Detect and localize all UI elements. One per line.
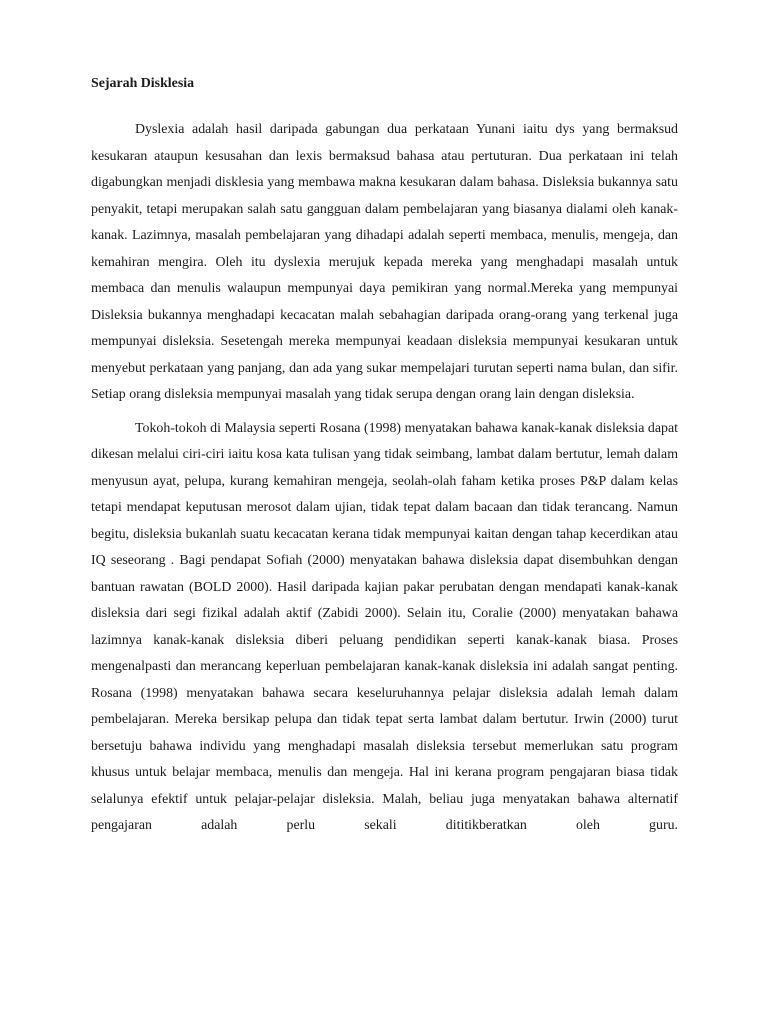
document-body — [91, 72, 678, 840]
paragraph-1: Dyslexia adalah hasil daripada gabungan dua perkataan Yunani iaitu dys yang bermaksud kesukaran ataupun kesusahan dan lexis bermaksud bahasa atau pertuturan. Dua perkataan ini telah digabungkan menjadi disklesia yang membawa makna kesukaran dalam bahasa. Disleksia bukannya satu penyakit, tetapi merupakan salah satu gangguan dalam pembelajaran yang biasanya dialami oleh kanak-kanak. Lazimnya, masalah pembelajaran yang dihadapi adalah seperti membaca, menulis, mengeja, dan kemahiran mengira. Oleh itu dyslexia merujuk kepada mereka yang menghadapi masalah untuk membaca dan menulis walaupun mempunyai daya pemikiran yang normal.Mereka yang mempunyai Disleksia bukannya menghadapi kecacatan malah sebahagian daripada orang-orang yang terkenal juga mempunyai disleksia. Sesetengah mereka mempunyai keadaan disleksia mempunyai kesukaran untuk menyebut perkataan yang panjang, dan ada yang sukar mempelajari turutan seperti nama bulan, dan sifir. Setiap orang disleksia mempunyai masalah yang tidak serupa dengan orang lain dengan disleksia. — [91, 122, 678, 402]
document-title: Sejarah Disklesia — [91, 76, 195, 91]
paragraph-2: Tokoh-tokoh di Malaysia seperti Rosana (1998) menyatakan bahawa kanak-kanak disleksia dapat dikesan melalui ciri-ciri iaitu kosa kata tulisan yang tidak seimbang, lambat dalam bertutur, lemah dalam menyusun ayat, pelupa, kurang kemahiran mengeja, seolah-olah faham ketika proses P&P dalam kelas tetapi mendapat keputusan merosot dalam ujian, tidak tepat dalam bacaan dan tidak terancang. Namun begitu, disleksia bukanlah suatu kecacatan kerana tidak mempunyai kaitan dengan tahap kecerdikan atau IQ seseorang . Bagi pendapat Sofiah (2000) menyatakan bahawa disleksia dapat disembuhkan dengan bantuan rawatan (BOLD 2000). Hasil daripada kajian pakar perubatan dengan mendapati kanak-kanak disleksia dari segi fizikal adalah aktif (Zabidi 2000). Selain itu, Coralie (2000) menyatakan bahawa lazimnya kanak-kanak disleksia diberi peluang pendidikan seperti kanak-kanak biasa. Proses mengenalpasti dan merancang keperluan pembelajaran kanak-kanak disleksia ini adalah sangat penting. Rosana (1998) menyatakan bahawa secara keseluruhannya pelajar disleksia adalah lemah dalam pembelajaran. Mereka bersikap pelupa dan tidak tepat serta lambat dalam bertutur. Irwin (2000) turut bersetuju bahawa individu yang menghadapi masalah disleksia tersebut memerlukan satu program khusus untuk belajar membaca, menulis dan mengeja. Hal ini kerana program pengajaran biasa tidak selalunya efektif untuk pelajar-pelajar disleksia. Malah, beliau juga menyatakan bahawa alternatif pengajaran adalah perlu sekali dititikberatkan oleh guru. — [91, 420, 678, 833]
